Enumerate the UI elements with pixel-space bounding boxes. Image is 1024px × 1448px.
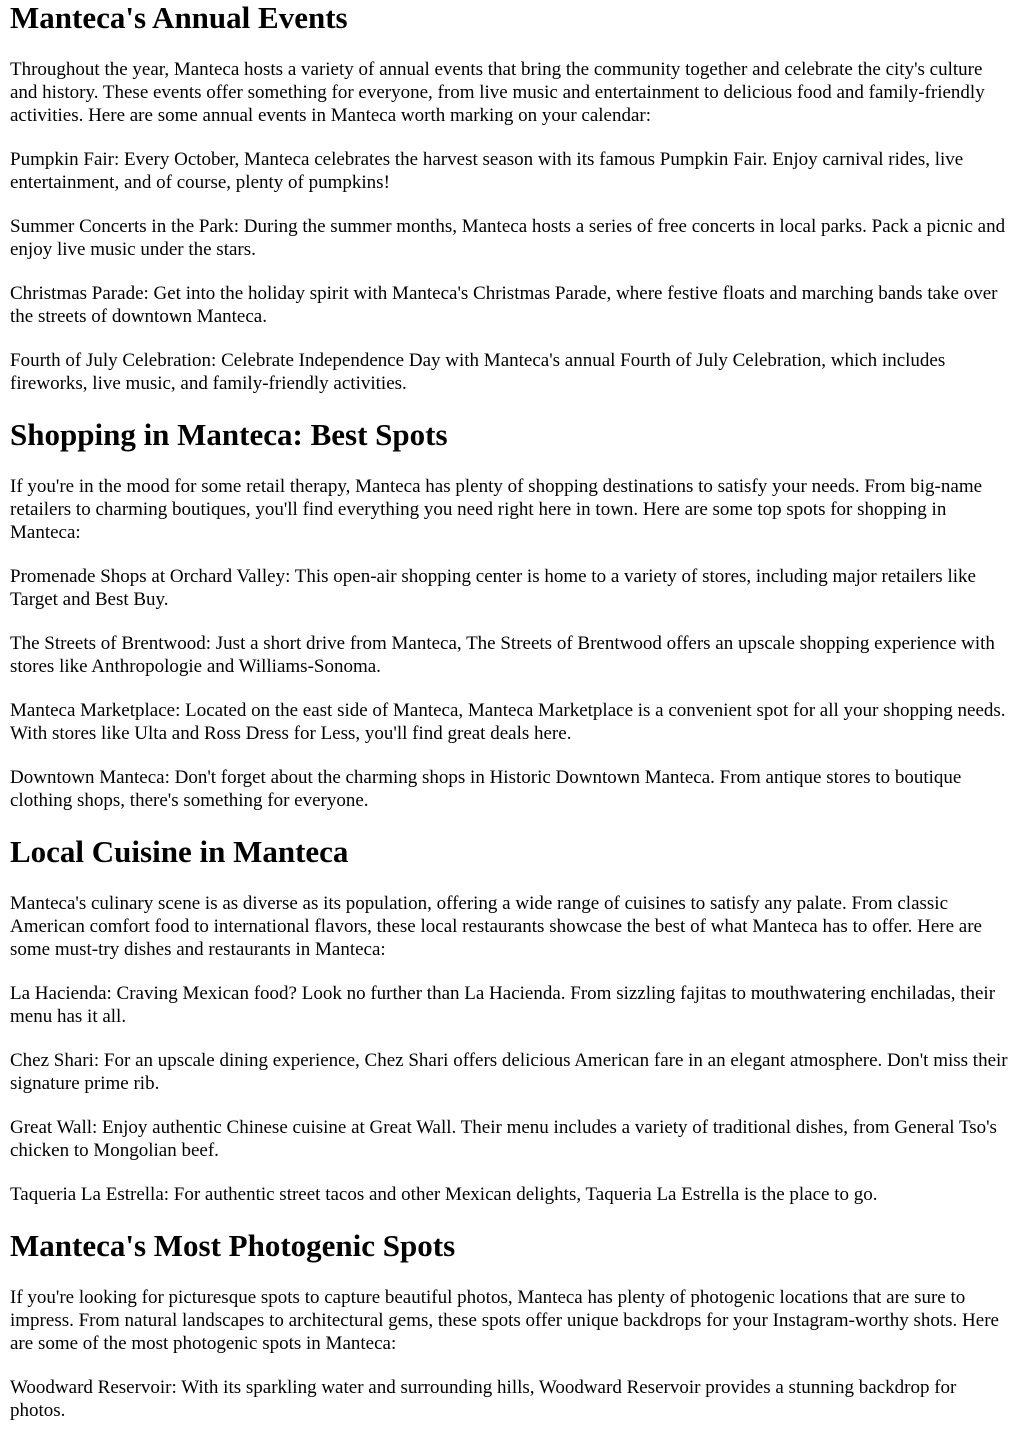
list-item: Manteca Marketplace: Located on the east side of Manteca, Manteca Marketplace is a convenient spot for all your shopping needs. With stores like Ulta and Ross Dress for Less, you'll find great deals here. (10, 700, 1006, 744)
list-item: Downtown Manteca: Don't forget about the charming shops in Historic Downtown Manteca. From antique stores to boutique clothing shops, there's something for everyone. (10, 767, 962, 811)
section-intro: If you're in the mood for some retail therapy, Manteca has plenty of shopping destinations to satisfy your needs. From big-name retailers to charming boutiques, you'll find everything you need right here in town. Here are some top spots for shopping in Manteca: (10, 476, 983, 543)
list-item: Chez Shari: For an upscale dining experience, Chez Shari offers delicious American fare in an elegant atmosphere. Don't miss their signature prime rib. (10, 1050, 1008, 1094)
section-intro: Throughout the year, Manteca hosts a variety of annual events that bring the community together and celebrate the city's culture and history. These events offer something for everyone, from live music and entertainment to delicious food and family-friendly activities. Here are some annual events in Manteca worth marking on your calendar: (10, 59, 985, 126)
list-item: The Streets of Brentwood: Just a short drive from Manteca, The Streets of Brentwood offers an upscale shopping experience with stores like Anthropologie and Williams-Sonoma. (10, 633, 995, 677)
list-item: Fourth of July Celebration: Celebrate Independence Day with Manteca's annual Fourth of July Celebration, which includes fireworks, live music, and family-friendly activities. (10, 350, 946, 394)
list-item: Pumpkin Fair: Every October, Manteca celebrates the harvest season with its famous Pumpkin Fair. Enjoy carnival rides, live entertainment, and of course, plenty of pumpkins! (10, 149, 964, 193)
list-item: Great Wall: Enjoy authentic Chinese cuisine at Great Wall. Their menu includes a variety of traditional dishes, from General Tso's chicken to Mongolian beef. (10, 1117, 997, 1161)
list-item: Promenade Shops at Orchard Valley: This open-air shopping center is home to a variety of stores, including major retailers like Target and Best Buy. (10, 566, 976, 610)
section-intro: Manteca's culinary scene is as diverse as its population, offering a wide range of cuisines to satisfy any palate. From classic American comfort food to international flavors, these local restaurants showcase the best of what Manteca has to offer. Here are some must-try dishes and restaurants in Manteca: (10, 893, 982, 960)
list-item: Summer Concerts in the Park: During the summer months, Manteca hosts a series of free concerts in local parks. Pack a picnic and enjoy live music under the stars. (10, 216, 1006, 260)
section-heading-local-cuisine: Local Cuisine in Manteca (10, 834, 349, 869)
list-item: Woodward Reservoir: With its sparkling water and surrounding hills, Woodward Reservoir provides a stunning backdrop for photos. (10, 1377, 957, 1421)
list-item: Taqueria La Estrella: For authentic street tacos and other Mexican delights, Taqueria La Estrella is the place to go. (10, 1184, 878, 1205)
list-item: Christmas Parade: Get into the holiday spirit with Manteca's Christmas Parade, where festive floats and marching bands take over the streets of downtown Manteca. (10, 283, 998, 327)
section-heading-annual-events: Manteca's Annual Events (10, 0, 348, 35)
section-heading-photogenic-spots: Manteca's Most Photogenic Spots (10, 1228, 456, 1263)
list-item: La Hacienda: Craving Mexican food? Look no further than La Hacienda. From sizzling fajitas to mouthwatering enchiladas, their menu has it all. (10, 983, 996, 1027)
section-heading-shopping: Shopping in Manteca: Best Spots (10, 417, 448, 452)
section-intro: If you're looking for picturesque spots to capture beautiful photos, Manteca has plenty of photogenic locations that are sure to impress. From natural landscapes to architectural gems, these spots offer unique backdrops for your Instagram-worthy shots. Here are some of the most photogenic spots in Manteca: (10, 1287, 999, 1354)
